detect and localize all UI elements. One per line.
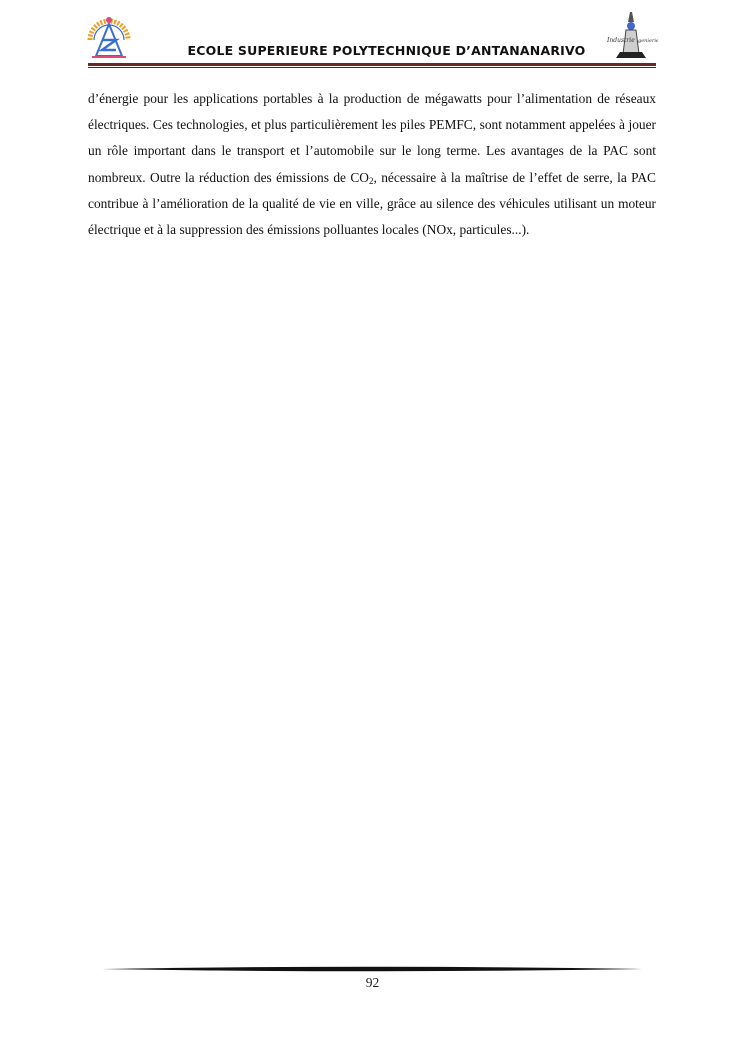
svg-text:Industrie: Industrie xyxy=(607,37,635,44)
page-header-title: ECOLE SUPERIEURE POLYTECHNIQUE D’ANTANANARIVO xyxy=(187,43,586,58)
body-paragraph xyxy=(88,86,656,243)
paragraph-text-part1: d’énergie pour les applications portables à la production de mégawatts pour l’alimentation de réseaux électriques. Ces technologies, et plus particulièrement les piles PEMFC, sont notamment appelées à jouer un rôle important dans le transport et l’automobile sur le long terme. Les avantages de la PAC sont nombreux. Outre la réduction des émissions de CO xyxy=(88,91,656,185)
page-header xyxy=(0,0,745,75)
lighthouse-logo-icon xyxy=(604,8,658,64)
co2-subscript: 2 xyxy=(368,175,374,186)
svg-text:genierie: genierie xyxy=(638,38,658,44)
header-rule-thin xyxy=(88,67,656,68)
header-rule-thick xyxy=(88,63,656,66)
paragraph-text-part2: , nécessaire à la maîtrise de l’effet de serre, la PAC contribue à l’amélioration de la qualité de vie en ville, grâce au silence des véhicules utilisant un moteur électrique et à la suppression des émissions polluantes locales (NOx, particules...). xyxy=(88,169,656,238)
page-number: 92 xyxy=(365,975,380,990)
footer-rule xyxy=(102,964,642,974)
